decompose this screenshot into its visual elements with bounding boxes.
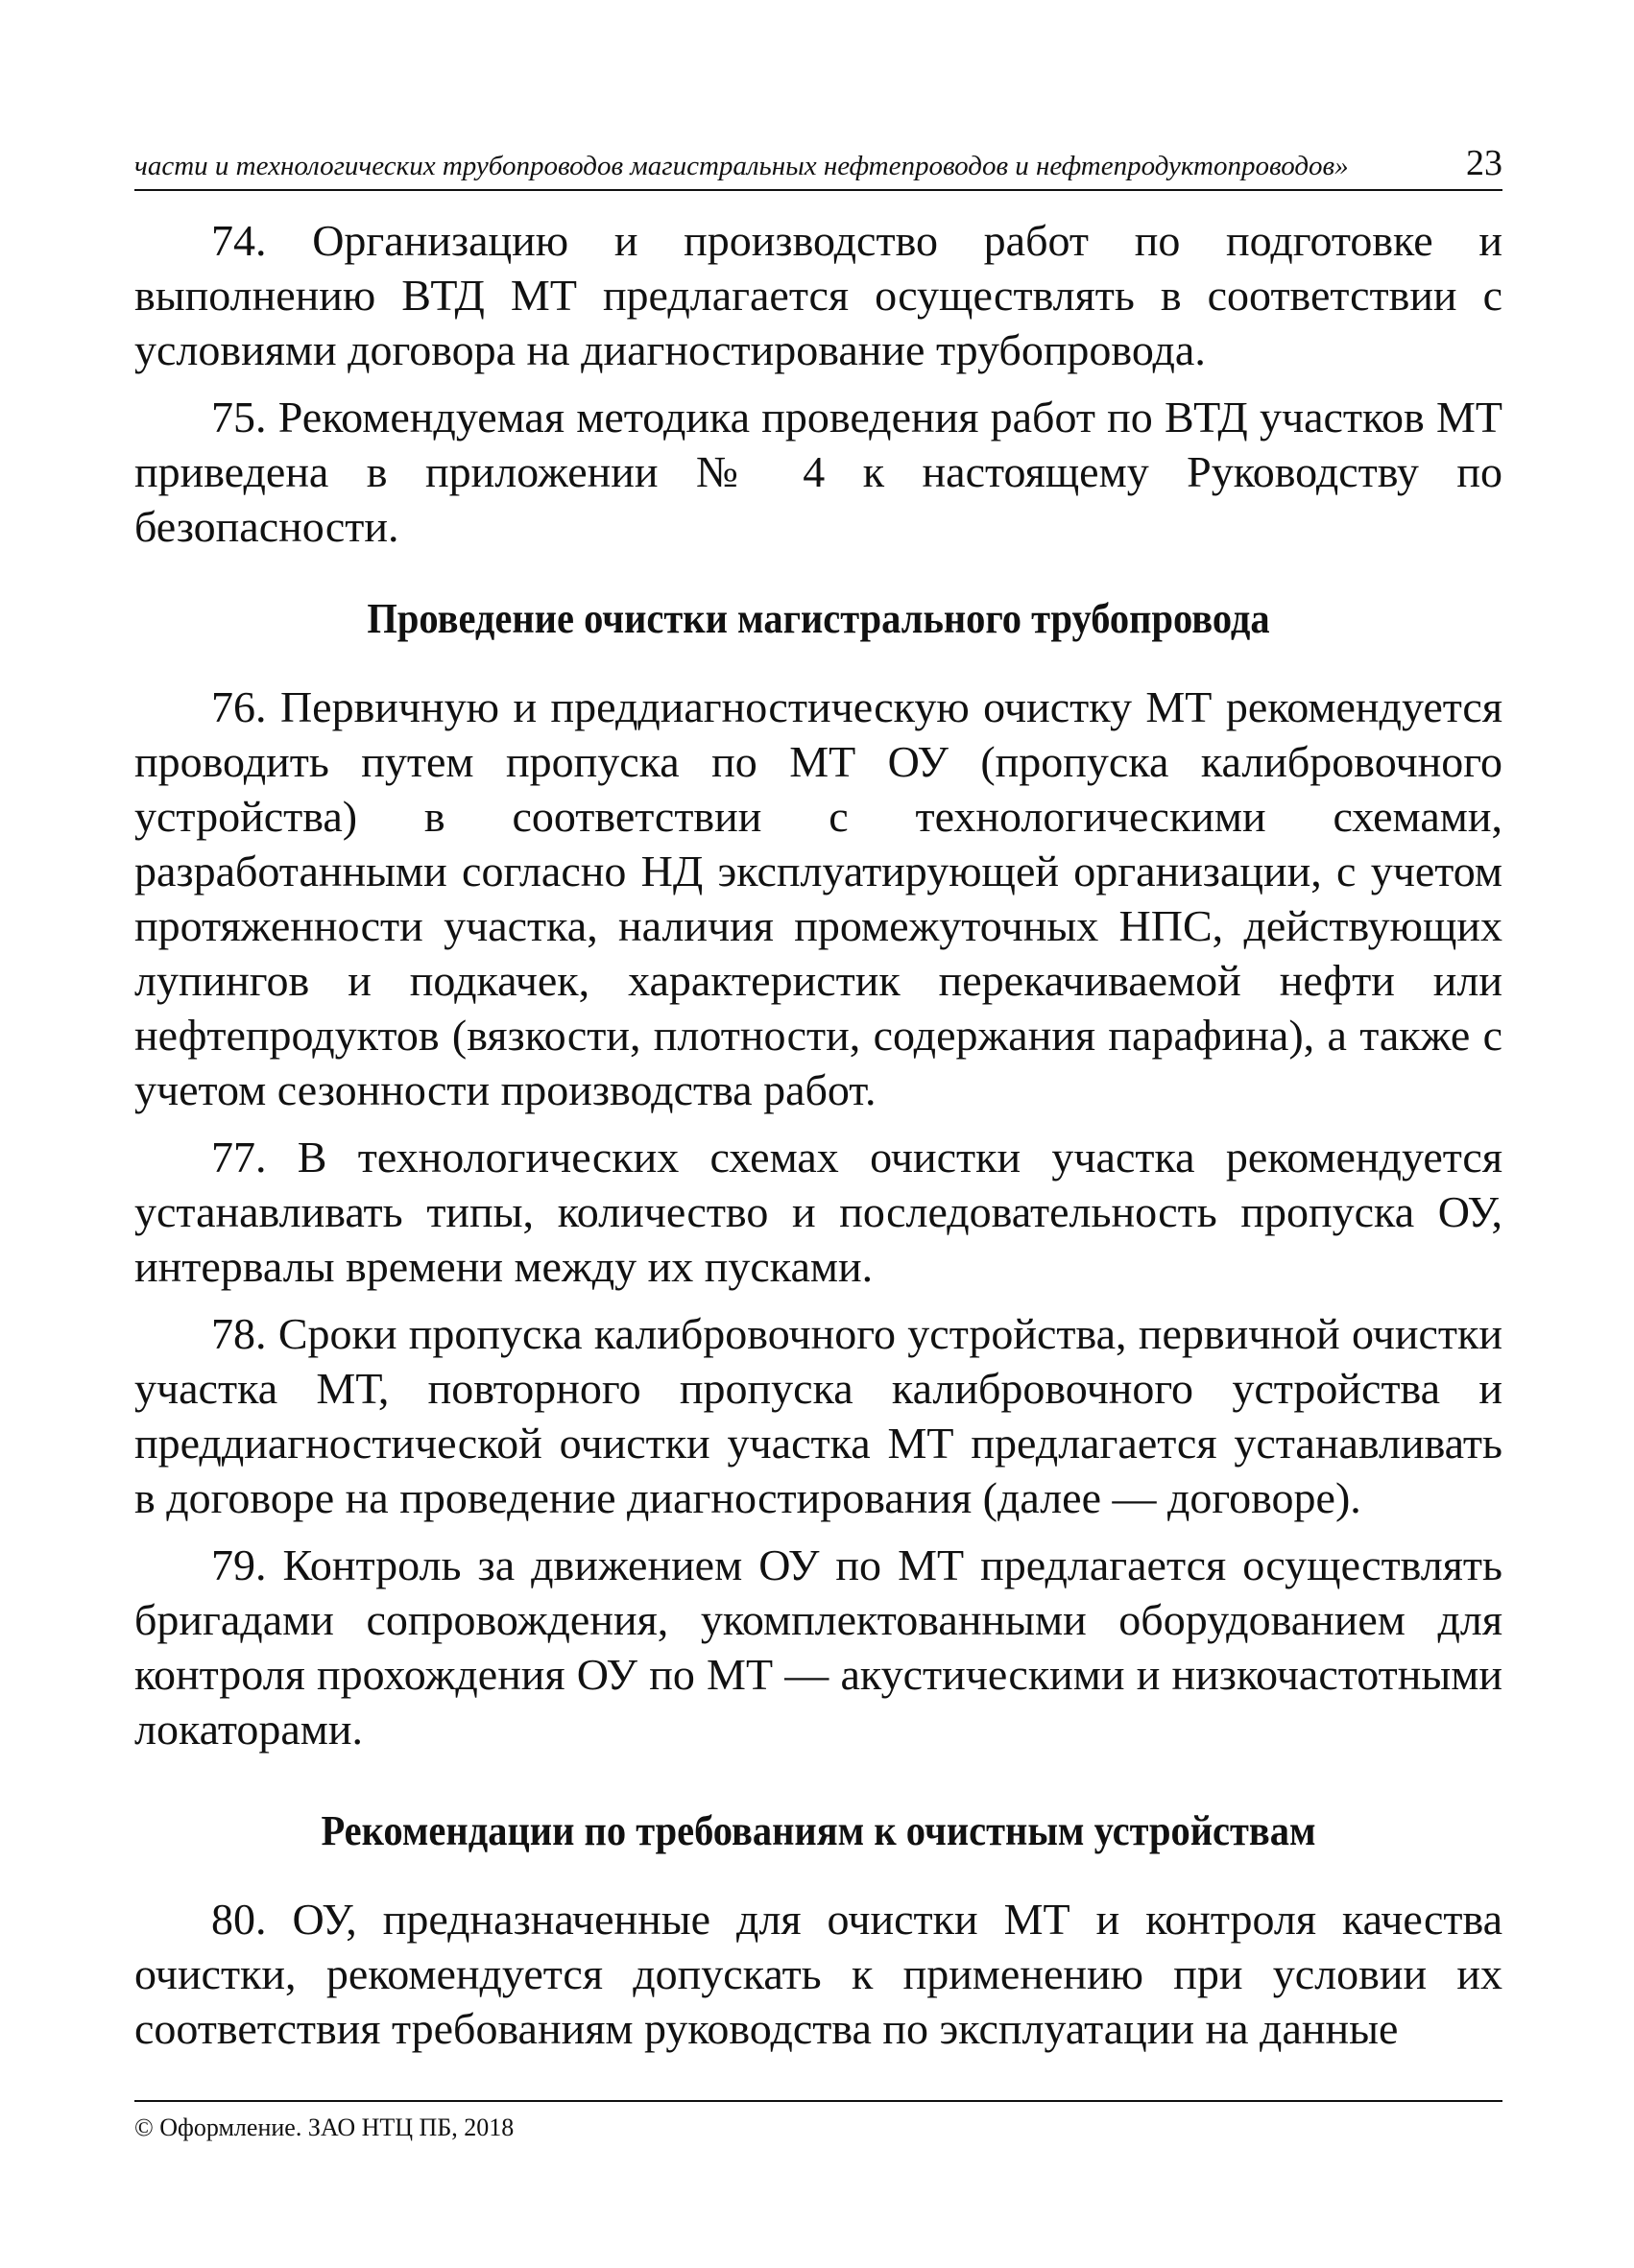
page-number: 23 — [1466, 143, 1502, 183]
paragraph-75: 75. Рекомендуемая методика проведения работ по ВТД участков МТ приведена в приложении № 4 к настоящему Руководству по безопасности. — [134, 393, 1502, 551]
paragraph-77: 77. В технологических схемах очистки участка рекомендуется устанавливать типы, количество и последовательность пропуска ОУ, интервалы времени между их пусками. — [134, 1133, 1502, 1291]
footer-copyright: © Оформление. ЗАО НТЦ ПБ, 2018 — [134, 2113, 515, 2141]
section-heading-requirements: Рекомендации по требованиям к очистным устройствам — [321, 1807, 1316, 1854]
section-heading-cleaning: Проведение очистки магистрального трубопровода — [367, 595, 1270, 642]
paragraph-79: 79. Контроль за движением ОУ по МТ предлагается осуществлять бригадами сопровождения, укомплектованными оборудованием для контроля прохождения ОУ по МТ — акустическими и низкочастотными локаторами. — [134, 1540, 1502, 1754]
paragraph-78: 78. Сроки пропуска калибровочного устройства, первичной очистки участка МТ, повторного пропуска калибровочного устройства и преддиагностической очистки участка МТ предлагается устанавливать в договоре на проведение диагностирования (далее — договоре). — [134, 1309, 1502, 1522]
paragraph-74: 74. Организацию и производство работ по подготовке и выполнению ВТД МТ предлагается осуществлять в соответствии с условиями договора на диагностирование трубопровода. — [134, 216, 1502, 374]
body-text — [134, 213, 1502, 2068]
running-head — [134, 144, 1502, 185]
header-rule — [134, 189, 1502, 191]
running-head-title: части и технологических трубопроводов магистральных нефтепроводов и нефтепродуктопроводов» — [134, 151, 1349, 181]
paragraph-80: 80. ОУ, предназначенные для очистки МТ и контроля качества очистки, рекомендуется допускать к применению при условии их соответствия требованиям руководства по эксплуатации на данные — [134, 1895, 1502, 2053]
footer-rule — [134, 2100, 1502, 2102]
paragraph-76: 76. Первичную и преддиагностическую очистку МТ рекомендуется проводить путем пропуска по МТ ОУ (пропуска калибровочного устройства) в соответствии с технологическими схемами, разработанными согласно НД эксплуатирующей организации, с учетом протяженности участка, наличия промежуточных НПС, действующих лупингов и подкачек, характеристик перекачиваемой нефти или нефтепродуктов (вязкости, плотности, содержания парафина), а также с учетом сезонности производства работ. — [134, 682, 1502, 1114]
